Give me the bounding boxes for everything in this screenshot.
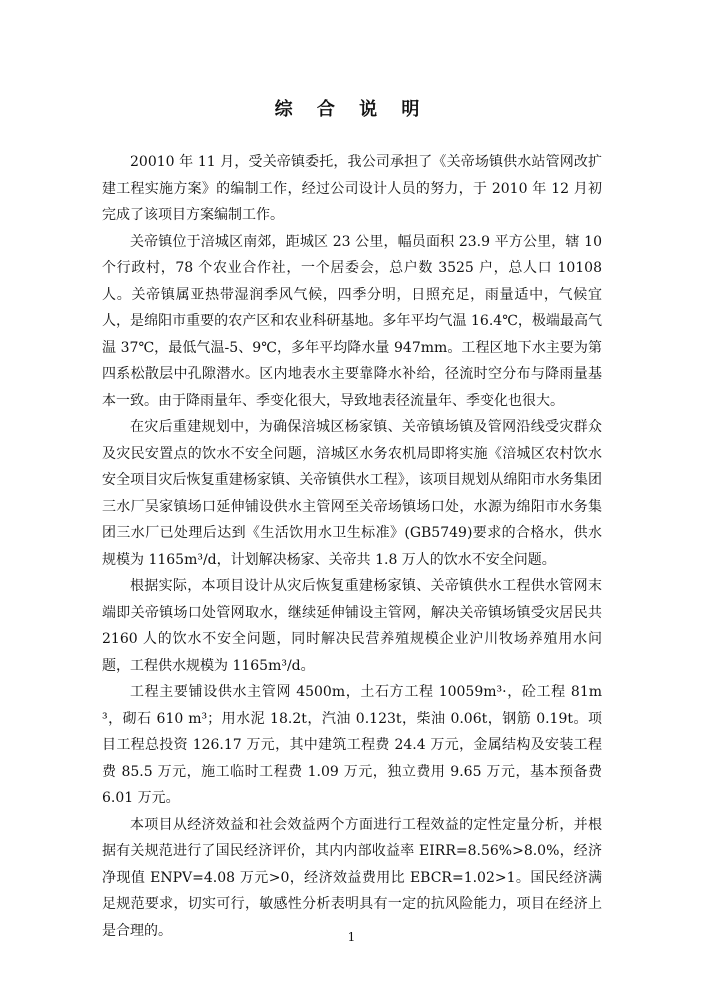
paragraph-town-overview: 关帝镇位于涪城区南郊，距城区 23 公里，幅员面积 23.9 平方公里，辖 10 个行政村，78 个农业合作社，一个居委会，总户数 3525 户，总人口 10108 人。关帝镇属亚热带湿润季风气候，四季分明，日照充足，雨量适中，气候宜人，是绵阳市重要的农产区和农业科研基地。多年平均气温 16.4℃，极端最高气温 37℃，最低气温-5、9℃，多年平均降水量 947mm。工程区地下水主要为第四系松散层中孔隙潜水。区内地表水主要靠降水补给，径流时空分布与降雨量基本一致。由于降雨量年、季变化很大，导致地表径流量年、季变化也很大。 bbox=[102, 233, 602, 409]
paragraph-economic-evaluation: 本项目从经济效益和社会效益两个方面进行工程效益的定性定量分析，并根据有关规范进行了国民经济评价，其内内部收益率 EIRR=8.56%>8.0%，经济净现值 ENPV=4.08 万元>0，经济效益费用比 EBCR=1.02>1。国民经济满足规范要求，切实可行，敏感性分析表明具有一定的抗风险能力，项目在经济上是合理的。 bbox=[102, 816, 602, 939]
paragraph-design-scope: 根据实际，本项目设计从灾后恢复重建杨家镇、关帝镇供水工程供水管网末端即关帝镇场口处管网取水，继续延伸铺设主管网，解决关帝镇场镇受灾居民共 2160 人的饮水不安全问题，同时解决民营养殖规模企业沪川牧场养殖用水问题，工程供水规模为 1165m³/d。 bbox=[102, 578, 602, 674]
paragraph-reconstruction-plan: 在灾后重建规划中，为确保涪城区杨家镇、关帝镇场镇及管网沿线受灾群众及灾民安置点的饮水不安全问题，涪城区水务农机局即将实施《涪城区农村饮水安全项目灾后恢复重建杨家镇、关帝镇供水工程》，该项目规划从绵阳市水务集团三水厂吴家镇场口延伸铺设供水主管网至关帝场镇场口处，水源为绵阳市水务集团三水厂已处理后达到《生活饮用水卫生标准》(GB5749)要求的合格水，供水规模为 1165m³/d，计划解决杨家、关帝共 1.8 万人的饮水不安全问题。 bbox=[102, 419, 602, 568]
paragraph-commission: 20010 年 11 月，受关帝镇委托，我公司承担了《关帝场镇供水站管网改扩建工程实施方案》的编制工作，经过公司设计人员的努力，于 2010 年 12 月初完成了该项目方案编制工作。 bbox=[102, 154, 602, 223]
paragraph-quantities-investment: 工程主要铺设供水主管网 4500m，土石方工程 10059m³·，砼工程 81m³，砌石 610 m³；用水泥 18.2t，汽油 0.123t，柴油 0.06t，钢筋 0.19t。项目工程总投资 126.17 万元，其中建筑工程费 24.4 万元，金属结构及安装工程费 85.5 万元，施工临时工程费 1.09 万元，独立费用 9.65 万元，基本预备费 6.01 万元。 bbox=[102, 684, 602, 806]
document-title: 综 合 说 明 bbox=[274, 99, 429, 120]
document-body bbox=[102, 149, 602, 944]
page-number: 1 bbox=[347, 930, 356, 944]
